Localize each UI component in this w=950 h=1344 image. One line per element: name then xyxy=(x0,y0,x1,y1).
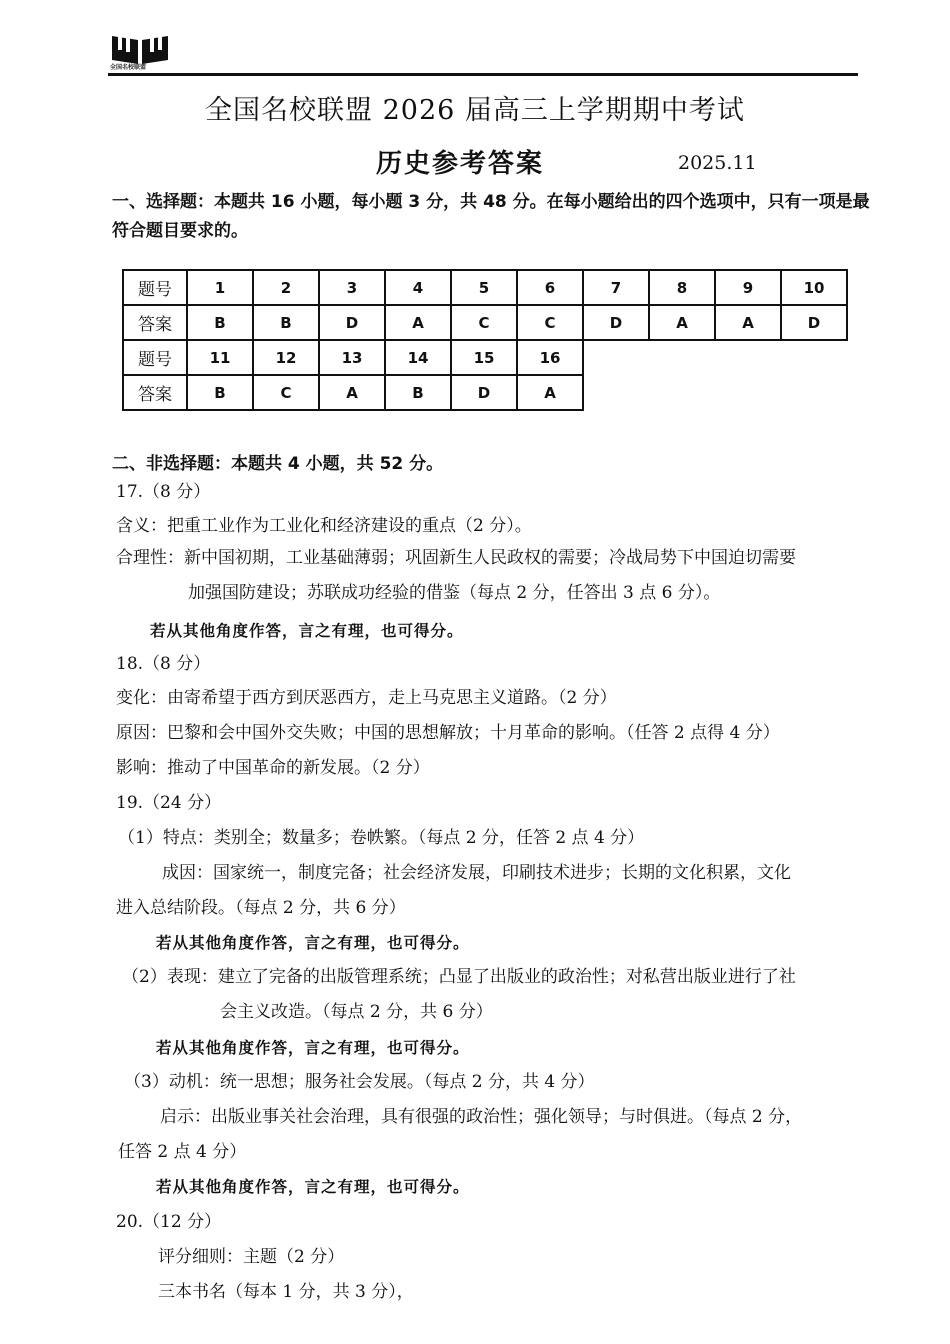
q18-heading: 18.（8 分） xyxy=(116,654,211,674)
q19-part-3: （3）动机：统一思想；服务社会发展。（每点 2 分，共 4 分） xyxy=(124,1072,595,1092)
q19-heading: 19.（24 分） xyxy=(116,793,222,813)
answer-cell: C xyxy=(517,305,583,340)
question-number: 14 xyxy=(385,340,451,375)
question-number: 2 xyxy=(253,270,319,305)
empty-cell xyxy=(583,375,847,410)
question-number: 16 xyxy=(517,340,583,375)
answer-cell: A xyxy=(385,305,451,340)
table-row xyxy=(123,270,847,305)
q18-cause: 原因：巴黎和会中国外交失败；中国的思想解放；十月革命的影响。（任答 2 点得 4 分） xyxy=(116,723,780,743)
answer-table xyxy=(122,269,848,411)
answer-cell: A xyxy=(517,375,583,410)
question-number: 12 xyxy=(253,340,319,375)
answer-cell: C xyxy=(253,375,319,410)
question-number: 13 xyxy=(319,340,385,375)
q19-note-1: 若从其他角度作答，言之有理，也可得分。 xyxy=(156,934,470,952)
answer-cell: D xyxy=(319,305,385,340)
answer-cell: D xyxy=(781,305,847,340)
table-row xyxy=(123,340,847,375)
question-number: 4 xyxy=(385,270,451,305)
answer-cell: B xyxy=(187,375,253,410)
answer-cell: D xyxy=(451,375,517,410)
answer-cell: B xyxy=(187,305,253,340)
table-row xyxy=(123,305,847,340)
answer-label: 答案 xyxy=(123,375,187,410)
answer-cell: B xyxy=(253,305,319,340)
answer-cell: A xyxy=(319,375,385,410)
q19-part-3-insight-line-2: 任答 2 点 4 分） xyxy=(118,1142,247,1162)
q20-heading: 20.（12 分） xyxy=(116,1212,222,1232)
answer-cell: D xyxy=(583,305,649,340)
q17-meaning: 含义：把重工业作为工业化和经济建设的重点（2 分）。 xyxy=(116,516,532,536)
question-number: 3 xyxy=(319,270,385,305)
answer-cell: C xyxy=(451,305,517,340)
question-number: 10 xyxy=(781,270,847,305)
q17-reason-line-2: 加强国防建设；苏联成功经验的借鉴（每点 2 分，任答出 3 点 6 分）。 xyxy=(188,583,721,603)
question-number: 8 xyxy=(649,270,715,305)
question-label: 题号 xyxy=(123,270,187,305)
answer-cell: B xyxy=(385,375,451,410)
question-number: 9 xyxy=(715,270,781,305)
exam-title: 全国名校联盟 2026 届高三上学期期中考试 xyxy=(205,95,745,126)
q18-change: 变化：由寄希望于西方到厌恶西方，走上马克思主义道路。（2 分） xyxy=(116,688,617,708)
section-1-heading: 一、选择题：本题共 16 小题，每小题 3 分，共 48 分。在每小题给出的四个选项中，只有一项是最符合题目要求的。 xyxy=(112,192,870,241)
q18-impact: 影响：推动了中国革命的新发展。（2 分） xyxy=(116,758,430,778)
answer-cell: A xyxy=(715,305,781,340)
answer-cell: A xyxy=(649,305,715,340)
section-2-heading: 二、非选择题：本题共 4 小题，共 52 分。 xyxy=(112,454,444,474)
q19-part-2-line-2: 会主义改造。（每点 2 分，共 6 分） xyxy=(220,1002,493,1022)
q17-reason-line-1: 合理性：新中国初期，工业基础薄弱；巩固新生人民政权的需要；冷战局势下中国迫切需要 xyxy=(116,548,796,568)
q20-books: 三本书名（每本 1 分，共 3 分）， xyxy=(158,1282,414,1302)
question-label: 题号 xyxy=(123,340,187,375)
q19-part-2-line-1: （2）表现：建立了完备的出版管理系统；凸显了出版业的政治性；对私营出版业进行了社 xyxy=(122,967,796,987)
question-number: 1 xyxy=(187,270,253,305)
q20-rule: 评分细则：主题（2 分） xyxy=(158,1247,345,1267)
question-number: 11 xyxy=(187,340,253,375)
question-number: 15 xyxy=(451,340,517,375)
question-number: 6 xyxy=(517,270,583,305)
q19-part-3-insight-line-1: 启示：出版业事关社会治理，具有很强的政治性；强化领导；与时俱进。（每点 2 分， xyxy=(160,1107,803,1127)
table-row xyxy=(123,375,847,410)
question-number: 7 xyxy=(583,270,649,305)
header-rule xyxy=(108,73,858,76)
q19-part-1-cause-line-2: 进入总结阶段。（每点 2 分，共 6 分） xyxy=(116,898,406,918)
q19-note-3: 若从其他角度作答，言之有理，也可得分。 xyxy=(156,1178,470,1196)
question-number: 5 xyxy=(451,270,517,305)
q19-part-1-cause-line-1: 成因：国家统一，制度完备；社会经济发展，印刷技术进步；长期的文化积累，文化 xyxy=(162,863,791,883)
logo-text: 全国名校联盟 xyxy=(110,64,147,71)
q19-note-2: 若从其他角度作答，言之有理，也可得分。 xyxy=(156,1039,470,1057)
q17-note: 若从其他角度作答，言之有理，也可得分。 xyxy=(150,622,464,640)
answer-label: 答案 xyxy=(123,305,187,340)
exam-date: 2025.11 xyxy=(678,152,757,174)
answer-key-title: 历史参考答案 xyxy=(376,149,545,179)
q19-part-1: （1）特点：类别全；数量多；卷帙繁。（每点 2 分，任答 2 点 4 分） xyxy=(118,828,645,848)
empty-cell xyxy=(583,340,847,375)
q17-heading: 17.（8 分） xyxy=(116,482,211,502)
